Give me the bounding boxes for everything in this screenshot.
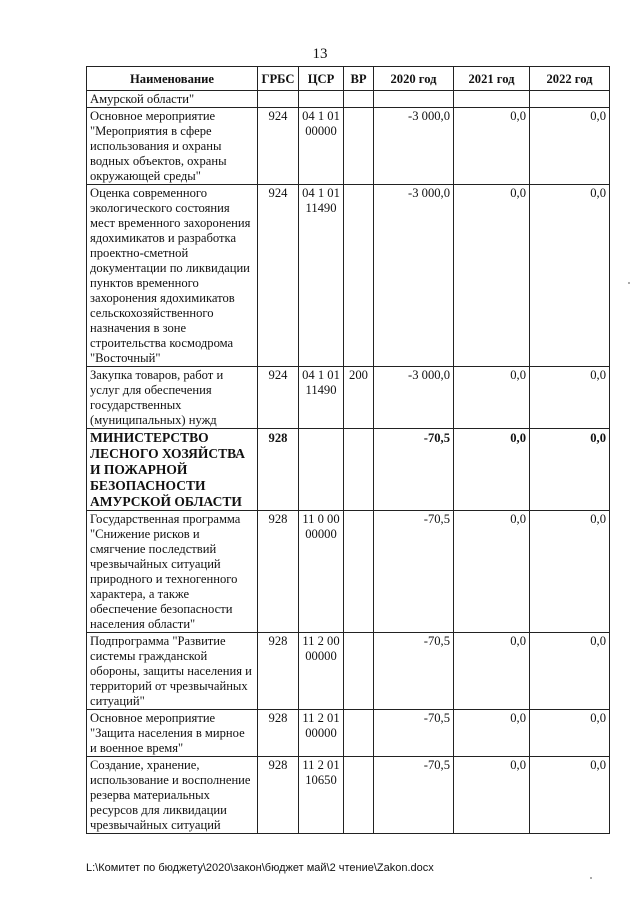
row-vr — [344, 429, 374, 511]
row-2020: -70,5 — [374, 429, 454, 511]
row-grbs — [258, 91, 299, 108]
row-name: Оценка современного экологического состояния мест временного захоронения ядохимикатов и разработка проектно-сметной документации по ликвидации пунктов временного захоронения ядохимикатов сельскохозяйственного назначения в зоне строительства космодрома "Восточный" — [87, 185, 258, 367]
row-2022: 0,0 — [530, 108, 610, 185]
scan-artifact-mark — [590, 877, 592, 879]
row-csr: 11 2 01 00000 — [299, 710, 344, 757]
row-name: Основное мероприятие "Мероприятия в сфере использования и охраны водных объектов, охраны окружающей среды" — [87, 108, 258, 185]
header-2020: 2020 год — [374, 67, 454, 91]
row-csr — [299, 429, 344, 511]
table-row — [87, 367, 610, 429]
row-vr — [344, 91, 374, 108]
row-2020: -3 000,0 — [374, 108, 454, 185]
row-2022: 0,0 — [530, 710, 610, 757]
row-grbs: 924 — [258, 367, 299, 429]
row-grbs: 928 — [258, 633, 299, 710]
table-row — [87, 710, 610, 757]
row-csr: 11 2 01 10650 — [299, 757, 344, 834]
row-name: Государственная программа "Снижение рисков и смягчение последствий чрезвычайных ситуаций природного и техногенного характера, а также обеспечение безопасности населения области" — [87, 511, 258, 633]
row-2020: -70,5 — [374, 757, 454, 834]
row-csr — [299, 91, 344, 108]
header-vr: ВР — [344, 67, 374, 91]
row-vr: 200 — [344, 367, 374, 429]
header-csr: ЦСР — [299, 67, 344, 91]
row-vr — [344, 633, 374, 710]
row-name: Закупка товаров, работ и услуг для обеспечения государственных (муниципальных) нужд — [87, 367, 258, 429]
row-2021: 0,0 — [454, 185, 530, 367]
row-2020: -70,5 — [374, 633, 454, 710]
row-2022: 0,0 — [530, 757, 610, 834]
row-2021: 0,0 — [454, 367, 530, 429]
row-vr — [344, 108, 374, 185]
row-2022: 0,0 — [530, 429, 610, 511]
row-2021: 0,0 — [454, 511, 530, 633]
row-2022: 0,0 — [530, 633, 610, 710]
row-name: Основное мероприятие "Защита населения в мирное и военное время" — [87, 710, 258, 757]
table-row-ministry — [87, 429, 610, 511]
page-number: 13 — [312, 46, 328, 62]
row-grbs: 928 — [258, 429, 299, 511]
table-row — [87, 633, 610, 710]
table-row — [87, 757, 610, 834]
row-2022: 0,0 — [530, 367, 610, 429]
row-2020: -3 000,0 — [374, 367, 454, 429]
row-2020 — [374, 91, 454, 108]
row-2020: -3 000,0 — [374, 185, 454, 367]
row-name: Создание, хранение, использование и восполнение резерва материальных ресурсов для ликвидации чрезвычайных ситуаций — [87, 757, 258, 834]
row-2021: 0,0 — [454, 757, 530, 834]
table-row — [87, 185, 610, 367]
row-2022: 0,0 — [530, 185, 610, 367]
row-csr: 11 2 00 00000 — [299, 633, 344, 710]
row-2020: -70,5 — [374, 710, 454, 757]
row-vr — [344, 710, 374, 757]
row-name: Амурской области" — [87, 91, 258, 108]
header-row — [87, 67, 610, 91]
row-name: Подпрограмма "Развитие системы гражданской обороны, защиты населения и территорий от чрезвычайных ситуаций" — [87, 633, 258, 710]
row-2021: 0,0 — [454, 108, 530, 185]
row-vr — [344, 511, 374, 633]
row-csr: 04 1 01 11490 — [299, 185, 344, 367]
header-grbs: ГРБС — [258, 67, 299, 91]
row-grbs: 924 — [258, 108, 299, 185]
row-name: МИНИСТЕРСТВО ЛЕСНОГО ХОЗЯЙСТВА И ПОЖАРНОЙ БЕЗОПАСНОСТИ АМУРСКОЙ ОБЛАСТИ — [87, 429, 258, 511]
row-csr: 11 0 00 00000 — [299, 511, 344, 633]
row-2021: 0,0 — [454, 710, 530, 757]
row-2022 — [530, 91, 610, 108]
header-2022: 2022 год — [530, 67, 610, 91]
row-2021 — [454, 91, 530, 108]
table-row — [87, 91, 610, 108]
header-name: Наименование — [87, 67, 258, 91]
row-grbs: 928 — [258, 710, 299, 757]
row-grbs: 924 — [258, 185, 299, 367]
row-csr: 04 1 01 00000 — [299, 108, 344, 185]
row-grbs: 928 — [258, 757, 299, 834]
row-csr: 04 1 01 11490 — [299, 367, 344, 429]
row-2021: 0,0 — [454, 429, 530, 511]
row-grbs: 928 — [258, 511, 299, 633]
row-2020: -70,5 — [374, 511, 454, 633]
row-vr — [344, 185, 374, 367]
header-2021: 2021 год — [454, 67, 530, 91]
row-vr — [344, 757, 374, 834]
scan-artifact-mark — [628, 282, 630, 284]
table-row — [87, 108, 610, 185]
table-row — [87, 511, 610, 633]
budget-table — [86, 66, 610, 834]
file-path-footer: L:\Комитет по бюджету\2020\закон\бюджет май\2 чтение\Zakon.docx — [86, 862, 434, 874]
row-2021: 0,0 — [454, 633, 530, 710]
row-2022: 0,0 — [530, 511, 610, 633]
